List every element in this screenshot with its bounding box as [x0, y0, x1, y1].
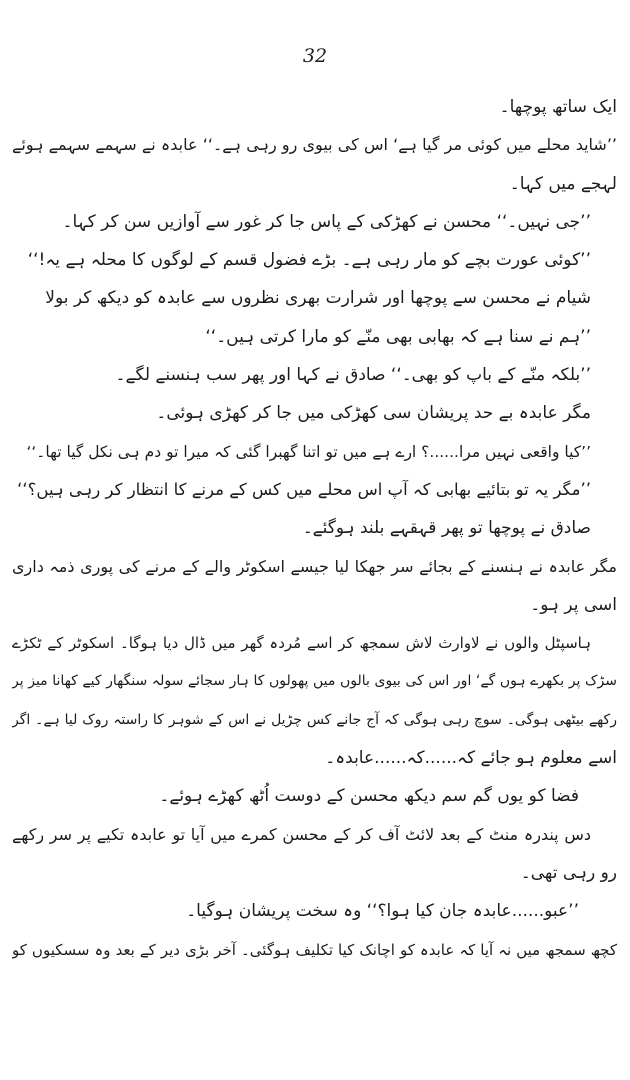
- text-line: رکھے بیٹھی ہوگی۔ سوچ رہی ہوگی کہ آج جانے کس چڑیل نے اس کے شوہر کا راستہ روک لیا ہے۔ اگر: [12, 711, 617, 728]
- text-line: ایک ساتھ پوچھا۔: [499, 97, 617, 117]
- text-line: لہجے میں کہا۔: [509, 173, 617, 194]
- text-line: دس پندرہ منٹ کے بعد لائٹ آف کر کے محسن کمرے میں آیا تو عابدہ تکیے پر سر رکھے: [12, 824, 592, 844]
- text-line: ’’جی نہیں۔‘‘ محسن نے کھڑکی کے پاس جا کر غور سے آوازیں سن کر کہا۔: [62, 211, 591, 232]
- text-line: ’’ہم نے سنا ہے کہ بھابی بھی منّے کو مارا کرتی ہیں۔‘‘: [205, 326, 591, 347]
- text-line: شیام نے محسن سے پوچھا اور شرارت بھری نظروں سے عابدہ کو دیکھ کر بولا: [45, 288, 591, 309]
- text-line: صادق نے پوچھا تو پھر قہقہے بلند ہوگئے۔: [302, 518, 591, 539]
- text-line: ’’شاید محلے میں کوئی مر گیا ہے‘ اس کی بیوی رو رہی ہے۔‘‘ عابدہ نے سہمے سہمے ہوئے: [12, 135, 617, 155]
- text-line: ’’کوئی عورت بچے کو مار رہی ہے۔ بڑے فضول قسم کے لوگوں کا محلہ ہے یہ!‘‘: [27, 250, 591, 271]
- text-line: مگر عابدہ نے ہنسنے کے بجائے سر جھکا لیا جیسے اسکوٹر والے کے مرنے کی پوری ذمہ داری: [12, 556, 617, 576]
- text-line: رو رہی تھی۔: [520, 862, 617, 883]
- text-line: ’’بلکہ منّے کے باپ کو بھی۔‘‘ صادق نے کہا اور پھر سب ہنسنے لگے۔: [115, 365, 591, 386]
- text-line: مگر عابدہ بے حد پریشان سی کھڑکی میں جا کر کھڑی ہوئی۔: [156, 403, 591, 424]
- text-line: فضا کو یوں گم سم دیکھ محسن کے دوست اُٹھ کھڑے ہوئے۔: [159, 786, 579, 807]
- page-text: [12, 88, 617, 969]
- page-number: 32: [302, 45, 328, 67]
- text-line: ’’عبو......عابدہ جان کیا ہوا؟‘‘ وہ سخت پریشان ہوگیا۔: [186, 901, 579, 922]
- text-line: اسے معلوم ہو جائے کہ......کہ......عابدہ۔: [325, 748, 617, 769]
- text-line: کچھ سمجھ میں نہ آیا کہ عابدہ کو اچانک کیا تکلیف ہوگئی۔ آخر بڑی دیر کے بعد وہ سسکیوں کو: [12, 940, 617, 959]
- text-line: ’’مگر یہ تو بتائیے بھابی کہ آپ اس محلے میں کس کے مرنے کا انتظار کر رہی ہیں؟‘‘: [17, 479, 591, 499]
- text-line: اسی پر ہو۔: [530, 594, 617, 615]
- text-line: ہاسپٹل والوں نے لاوارث لاش سمجھ کر اسے مُردہ گھر میں ڈال دیا ہوگا۔ اسکوٹر کے ٹکڑے: [12, 634, 591, 653]
- text-line: سڑک پر بکھرے ہوں گے‘ اور اس کی بیوی بالوں میں پھولوں کا ہار سجائے سولہ سنگھار کیے کھانا میز پر: [12, 673, 617, 690]
- text-line: ’’کیا واقعی نہیں مرا......؟ ارے ہے میں تو اتنا گھبرا گئی کہ میرا تو دم ہی نکل گیا تھا۔‘‘: [26, 442, 591, 461]
